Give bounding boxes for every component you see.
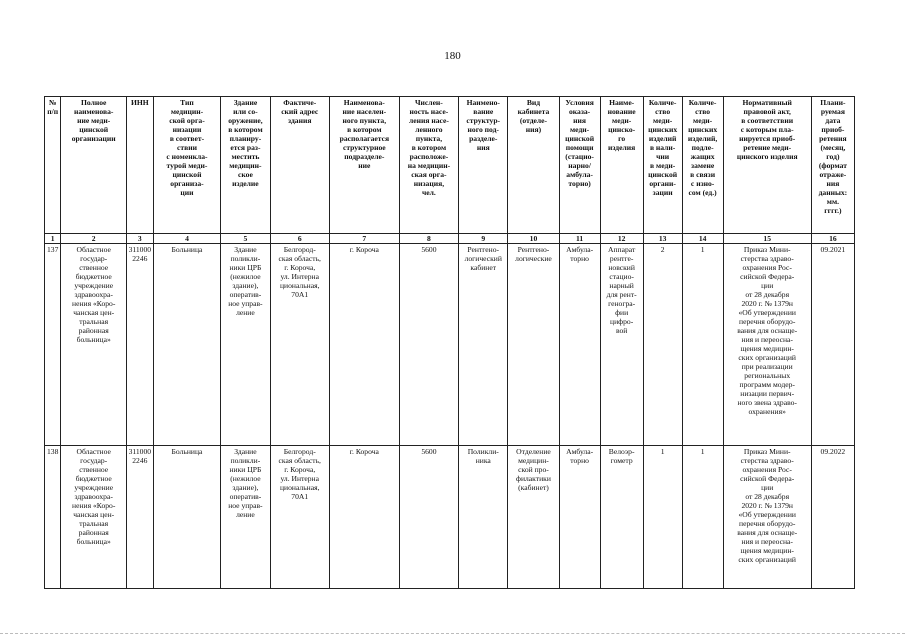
- column-number: 5: [221, 234, 270, 244]
- building: Здание поликли- ники ЦРБ (нежилое здание), оператив- ное управ- ление: [221, 446, 270, 589]
- device-name: Велоэр- гометр: [600, 446, 643, 589]
- column-number: 2: [61, 234, 127, 244]
- address: Белгород- ская область, г. Короча, ул. Интерна циональная, 70А1: [270, 446, 329, 589]
- row-number: 138: [45, 446, 61, 589]
- column-number: 6: [270, 234, 329, 244]
- header-cell: Плани- руемая дата приоб- ретения (месяц, год) (формат отраже- ния данных: мм. гггг.): [811, 97, 854, 234]
- header-row: [45, 97, 855, 234]
- column-number: 9: [459, 234, 508, 244]
- row-number: 137: [45, 244, 61, 446]
- care-conditions: Амбула- торно: [559, 446, 600, 589]
- care-conditions: Амбула- торно: [559, 244, 600, 446]
- column-number: 4: [153, 234, 221, 244]
- structural-unit: Поликли- ника: [459, 446, 508, 589]
- column-number: 3: [127, 234, 154, 244]
- header-cell: ИНН: [127, 97, 154, 234]
- header-cell: Условия оказа- ния меди- цинской помощи (стацио- нарно/ амбула- торно): [559, 97, 600, 234]
- address: Белгород- ская область, г. Короча, ул. Интерна циональная, 70А1: [270, 244, 329, 446]
- header-cell: Вид кабинета (отделе- ния): [508, 97, 559, 234]
- page-bottom-rule: [0, 633, 905, 634]
- header-cell: Здание или со- оружение, в котором планиру- ется раз- местить медицин- ское изделие: [221, 97, 270, 234]
- structural-unit: Рентгено- логический кабинет: [459, 244, 508, 446]
- settlement: г. Короча: [329, 244, 399, 446]
- quantity-replace: 1: [682, 244, 723, 446]
- column-number: 12: [600, 234, 643, 244]
- device-name: Аппарат рентге- новский стацио- нарный для рент- геногра- фии цифро- вой: [600, 244, 643, 446]
- organization-name: Областное государ- ственное бюджетное учреждение здравоохра- нения «Коро- чанская цен- тральная районная больница»: [61, 446, 127, 589]
- equipment-table: [44, 96, 855, 589]
- inn: 311000 2246: [127, 446, 154, 589]
- column-number: 11: [559, 234, 600, 244]
- header-cell: Количе- ство меди- цинских изделий, подле- жащих замене в связи с изно- сом (ед.): [682, 97, 723, 234]
- column-number: 15: [723, 234, 811, 244]
- header-cell: Наиме- нование меди- цинско- го изделия: [600, 97, 643, 234]
- header-cell: Полное наименова- ние меди- цинской организации: [61, 97, 127, 234]
- planned-date: 09.2021: [811, 244, 854, 446]
- column-number: 13: [643, 234, 682, 244]
- population: 5600: [399, 446, 458, 589]
- inn: 311000 2246: [127, 244, 154, 446]
- header-cell: Количе- ство меди- цинских изделий в нали- чии в меди- цинской органи- зации: [643, 97, 682, 234]
- settlement: г. Короча: [329, 446, 399, 589]
- header-cell: Наименова- ние населен- ного пункта, в котором располагается структурное подразделе- ние: [329, 97, 399, 234]
- quantity-replace: 1: [682, 446, 723, 589]
- column-number: 10: [508, 234, 559, 244]
- quantity-available: 1: [643, 446, 682, 589]
- column-number: 8: [399, 234, 458, 244]
- quantity-available: 2: [643, 244, 682, 446]
- column-number: 7: [329, 234, 399, 244]
- legal-act: Приказ Мини- стерства здраво- охранения Рос- сийской Федера- ции от 28 декабря 2020 г. № 1379н «Об утверждении перечня оборудо- вания для оснаще- ния и переосна- щения медицин- ских организаций: [723, 446, 811, 589]
- cabinet-type: Отделение медицин- ской про- филактики (кабинет): [508, 446, 559, 589]
- table-row: [45, 446, 855, 589]
- header-cell: Числен- ность насе- ления насе- ленного пункта, в котором расположе- на медицин- ская орга- низация, чел.: [399, 97, 458, 234]
- organization-name: Областное государ- ственное бюджетное учреждение здравоохра- нения «Коро- чанская цен- тральная районная больница»: [61, 244, 127, 446]
- cabinet-type: Рентгено- логические: [508, 244, 559, 446]
- column-number-row: [45, 234, 855, 244]
- table-row: [45, 244, 855, 446]
- organization-type: Больница: [153, 244, 221, 446]
- page-number: 180: [444, 50, 461, 62]
- building: Здание поликли- ники ЦРБ (нежилое здание), оператив- ное управ- ление: [221, 244, 270, 446]
- header-cell: Фактиче- ский адрес здания: [270, 97, 329, 234]
- header-cell: Наимено- вание структур- ного под- разделе- ния: [459, 97, 508, 234]
- column-number: 14: [682, 234, 723, 244]
- header-cell: Тип медицин- ской орга- низации в соответ- ствии с номенкла- турой меди- цинской организа- ции: [153, 97, 221, 234]
- population: 5600: [399, 244, 458, 446]
- header-cell: № п/п: [45, 97, 61, 234]
- column-number: 1: [45, 234, 61, 244]
- legal-act: Приказ Мини- стерства здраво- охранения Рос- сийской Федера- ции от 28 декабря 2020 г. № 1379н «Об утверждении перечня оборудо- вания для оснаще- ния и переосна- щения медицин- ских организаций при реализации региональных программ модер- низации первич- ного звена здраво- охранения»: [723, 244, 811, 446]
- column-number: 16: [811, 234, 854, 244]
- header-cell: Нормативный правовой акт, в соответствии с которым пла- нируется приоб- ретение меди- цинского изделия: [723, 97, 811, 234]
- organization-type: Больница: [153, 446, 221, 589]
- planned-date: 09.2022: [811, 446, 854, 589]
